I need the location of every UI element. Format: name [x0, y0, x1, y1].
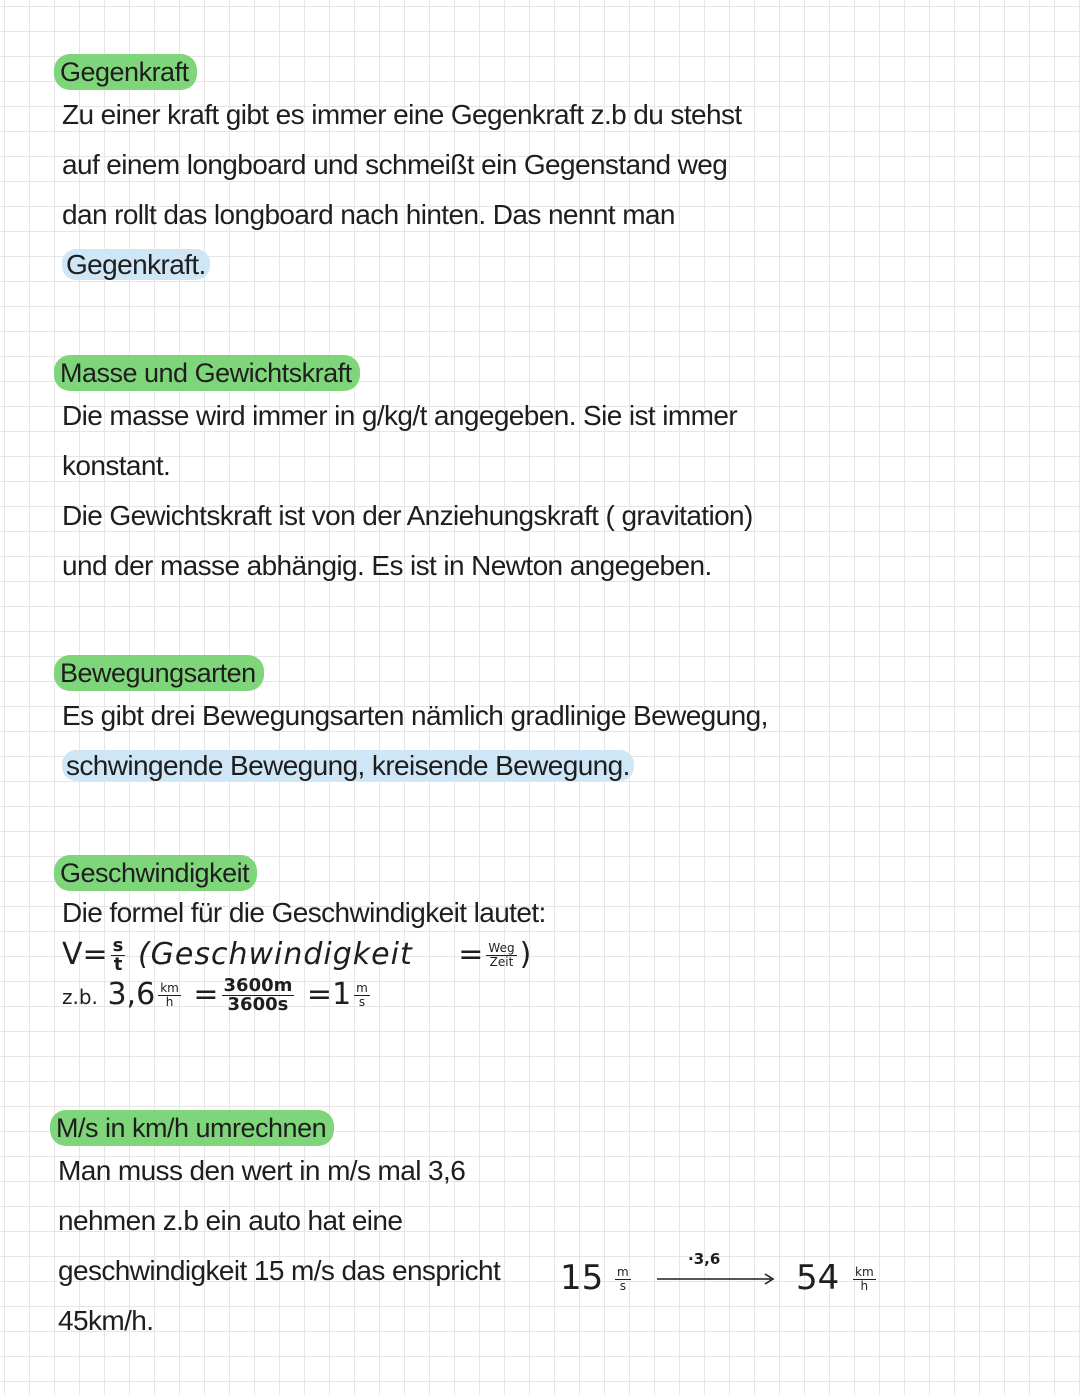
- example-equals: =: [306, 977, 333, 1012]
- highlighted-term: schwingende Bewegung, kreisende Bewegung.: [62, 750, 634, 781]
- conversion-example: [560, 1250, 900, 1310]
- section-heading: M/s in km/h umrechnen: [50, 1110, 334, 1146]
- section-heading: Geschwindigkeit: [54, 855, 257, 891]
- unit-km-over-h: $\frac{km}{h}$: [855, 1265, 874, 1293]
- section-heading: Masse und Gewichtskraft: [54, 355, 360, 391]
- velocity-example: [62, 975, 782, 1017]
- text-line: 45km/h.: [58, 1305, 154, 1336]
- fraction-3600m-over-3600s: $\frac{3600m}{3600s}$: [223, 975, 293, 1015]
- formula-label: (Geschwindigkeit: [137, 937, 413, 972]
- text-line: Die formel für die Geschwindigkeit lautet:: [62, 897, 546, 928]
- text-line: nehmen z.b ein auto hat eine: [58, 1205, 403, 1236]
- text-line: auf einem longboard und schmeißt ein Gegenstand weg: [62, 149, 728, 180]
- example-value: 3,6: [107, 977, 156, 1012]
- text-line: und der masse abhängig. Es ist in Newton angegeben.: [62, 550, 712, 581]
- fraction-weg-over-zeit: $\frac{\text{Weg}}{\text{Zeit}}$: [488, 941, 515, 969]
- text-line: [62, 741, 782, 791]
- text-line: dan rollt das longboard nach hinten. Das nennt man: [62, 199, 675, 230]
- text-line: Die masse wird immer in g/kg/t angegeben. Sie ist immer: [62, 400, 738, 431]
- section-bewegungsarten: [62, 655, 782, 791]
- unit-m-over-s: $\frac{m}{s}$: [617, 1265, 629, 1293]
- text-line: Es gibt drei Bewegungsarten nämlich gradlinige Bewegung,: [62, 700, 768, 731]
- section-umrechnen: [58, 1110, 778, 1346]
- section-gegenkraft: [62, 54, 782, 290]
- formula-close: ): [519, 937, 532, 972]
- section-heading: Bewegungsarten: [54, 655, 264, 691]
- highlighted-term: Gegenkraft.: [62, 249, 210, 280]
- text-line: Man muss den wert in m/s mal 3,6: [58, 1155, 466, 1186]
- unit-km-over-h: $\frac{km}{h}$: [160, 981, 179, 1009]
- formula-lhs: V=: [62, 937, 108, 972]
- text-line: konstant.: [62, 450, 171, 481]
- section-heading: Gegenkraft: [54, 54, 197, 90]
- text-line: [62, 240, 782, 290]
- text-line: Die Gewichtskraft ist von der Anziehungskraft ( gravitation): [62, 500, 753, 531]
- section-geschwindigkeit: [62, 855, 782, 1017]
- fraction-s-over-t: $\frac{s}{t}$: [112, 935, 124, 975]
- conversion-operator: ·3,6: [688, 1250, 721, 1268]
- section-masse: [62, 355, 782, 591]
- example-result: 1: [332, 977, 352, 1012]
- conversion-from-value: 15: [560, 1258, 604, 1298]
- example-prefix: z.b.: [62, 985, 98, 1009]
- velocity-formula: [62, 935, 782, 975]
- text-line: geschwindigkeit 15 m/s das enspricht: [58, 1255, 501, 1286]
- conversion-to-value: 54: [796, 1258, 840, 1298]
- formula-equals: =: [458, 937, 484, 972]
- text-line: Zu einer kraft gibt es immer eine Gegenkraft z.b du stehst: [62, 99, 742, 130]
- unit-m-over-s: $\frac{m}{s}$: [356, 981, 368, 1009]
- example-equals: =: [193, 977, 219, 1012]
- arrow-right-icon: [655, 1272, 780, 1286]
